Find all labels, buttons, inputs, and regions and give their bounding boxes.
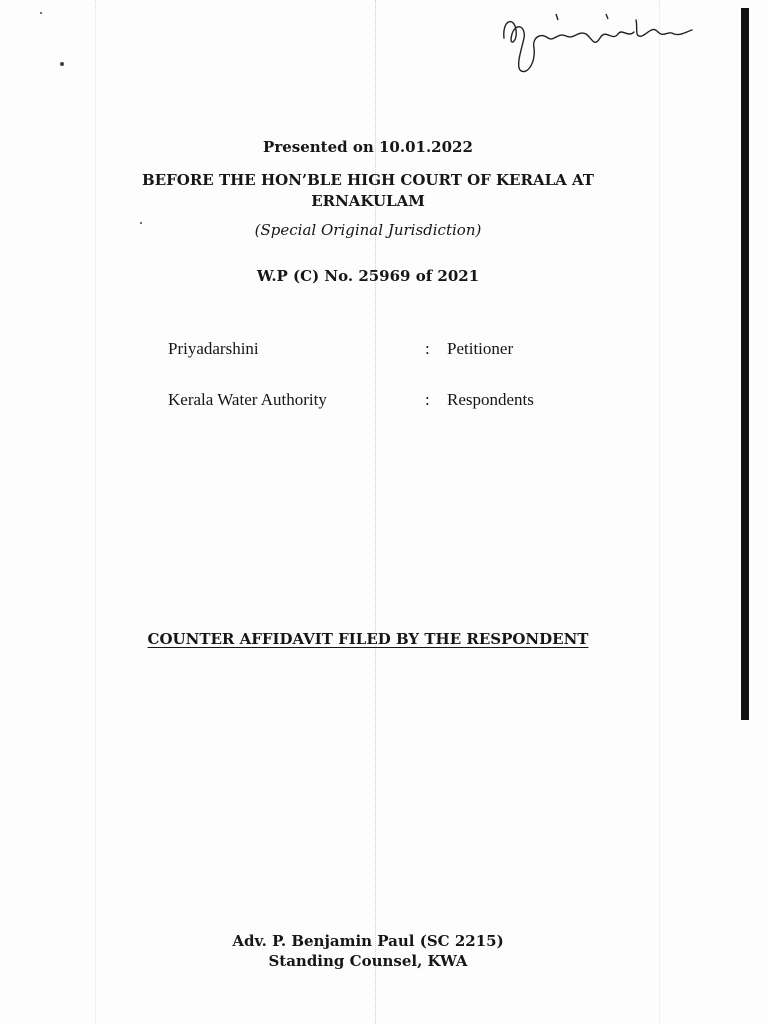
presented-on-date: Presented on 10.01.2022 — [263, 138, 473, 156]
respondent-role: Respondents — [447, 390, 534, 409]
jurisdiction-label: (Special Original Jurisdiction) — [254, 221, 482, 239]
party-separator: : — [425, 339, 430, 358]
court-heading-line2: ERNAKULAM — [311, 192, 425, 210]
counsel-name: Adv. P. Benjamin Paul (SC 2215) — [232, 932, 504, 950]
document-title-text: COUNTER AFFIDAVIT FILED BY THE RESPONDENT — [147, 630, 589, 648]
respondent-name: Kerala Water Authority — [168, 390, 327, 409]
scan-speck — [40, 12, 42, 14]
petitioner-role: Petitioner — [447, 339, 514, 358]
document-title — [0, 630, 736, 648]
scan-edge-bar — [741, 8, 749, 720]
petitioner-name: Priyadarshini — [168, 339, 259, 358]
counsel-block — [0, 931, 736, 971]
case-number: W.P (C) No. 25969 of 2021 — [256, 267, 480, 285]
counsel-designation: Standing Counsel, KWA — [268, 952, 468, 970]
handwritten-signature — [496, 8, 696, 74]
court-heading — [0, 170, 736, 212]
court-heading-line1: BEFORE THE HON’BLE HIGH COURT OF KERALA AT — [142, 171, 594, 189]
party-separator: : — [425, 390, 430, 409]
scan-speck — [60, 62, 64, 66]
